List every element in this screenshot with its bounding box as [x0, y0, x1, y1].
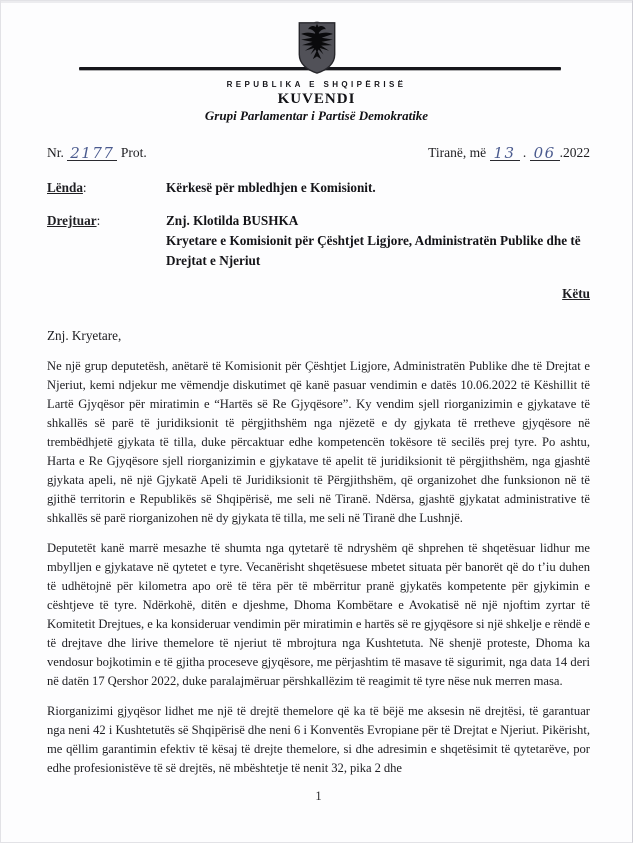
addressee-label: Drejtuar [47, 213, 97, 228]
place-date-label: Tiranë, më [428, 145, 487, 160]
location-note-row [47, 286, 590, 302]
date-year: .2022 [559, 145, 590, 160]
letterhead [1, 1, 632, 134]
protocol-number-handwritten: 2177 [70, 144, 115, 162]
subject-colon: : [82, 180, 87, 195]
date-month-handwritten: 06 [533, 144, 556, 162]
date-month-slot [530, 145, 560, 161]
protocol-number-suffix: Prot. [120, 145, 147, 160]
albania-coat-of-arms-icon [296, 20, 337, 80]
protocol-number [47, 145, 147, 161]
letter-body [47, 357, 590, 778]
page-number: 1 [315, 789, 322, 803]
body-paragraph: Ne një grup deputetësh, anëtarë të Komisionit për Çështjet Ligjore, Administratën Publike dhe të Drejtat e Njeriut, kemi ndjekur me vëmendje diskutimet që kanë pasuar vendimin e datës 10.06.2022 të Këshillit të Lartë Gjyqësor për miratimin e “Hartës së Re Gjyqësore”. Ky vendim sjell riorganizimin e gjykatave të shkallës së parë të juridiksionit të përgjithshëm nga njëzetë e dy gjykata të rretheve gjyqësore në trembëdhjetë gjykata të tilla, duke përcaktuar edhe kompetencën tokësore të secilës prej tyre. Po ashtu, Harta e Re Gjyqësore sjell riorganizimin e gjykatave të apelit të juridiksionit të përgjithshëm, nga gjashtë gjykata apeli, në një Gjykatë Apeli të Juridiksionit të Përgjithshëm, që organizohet dhe funksionon në të gjithë territorin e Republikës së Shqipërisë, me seli në Tiranë. Ndërsa, gjashtë gjykatat administrative të shkallës së parë riorganizohen në dy gjykata të tilla, me seli në Tiranë dhe Lushnjë. [47, 359, 590, 525]
letter-content [1, 145, 632, 804]
addressee-block [166, 211, 590, 271]
subject-label: Lënda [47, 180, 83, 195]
parliamentary-group-title: Grupi Parlamentar i Partisë Demokratike [204, 108, 429, 123]
subject-row [47, 178, 590, 198]
date-day-handwritten: 13 [493, 144, 516, 162]
institution-title: KUVENDI [277, 91, 356, 107]
body-paragraph: Deputetët kanë marrë mesazhe të shumta nga qytetarë të ndryshëm që shprehen të shqetësuar lidhur me mbylljen e gjykatave në qytetet e tyre. Vecanërisht shqetësuese mbetet situata për banorët që do t’iu duhen të udhëtojnë për kilometra apo orë të tëra për të mbërritur pranë gjykatës kompetente për gjykimin e cështjeve të tyre. Ndërkohë, ditën e djeshme, Dhoma Kombëtare e Avokatisë në një njoftim zyrtar të Komitetit Drejtues, e ka konsideruar vendimin për miratimin e hartës së re gjyqësore si një shkelje e rëndë e të drejtave dhe lirive themelore të njeriut të mbrojtura nga Kushtetuta. Në shenjë proteste, Dhoma ka vendosur bojkotimin e të gjitha proceseve gjyqësore, me përjashtim të masave të sigurimit, nga data 14 deri në datën 17 Qershor 2022, duke paralajmëruar përshkallëzim të reagimit të tyre nëse nuk merren masa. [47, 541, 590, 688]
subject-label-col [47, 178, 166, 198]
addressee-name: Znj. Klotilda BUSHKA [166, 213, 299, 228]
republic-title: REPUBLIKA E SHQIPËRISË [226, 80, 407, 89]
place-date [428, 145, 590, 161]
addressee-title: Kryetare e Komisionit për Çështjet Ligjore, Administratën Publike dhe të Drejtat e Njeriut [166, 233, 581, 268]
salutation: Znj. Kryetare, [47, 328, 122, 343]
protocol-number-label: Nr. [47, 145, 64, 160]
protocol-number-slot [67, 145, 117, 161]
addressee-row [47, 211, 590, 271]
body-paragraph: Riorganizimi gjyqësor lidhet me një të drejtë themelore që ka të bëjë me aksesin në drejtësi, të garantuar nga neni 42 i Kushtetutës së Shqipërisë dhe neni 6 i Konventës Evropiane për të Drejtat e Njeriut. Pikërisht, me qëllim garantimin efektiv të kësaj të drejte themelore, si dhe adresimin e shqetësimit të qytetarëve, por edhe profesionistëve të së drejtës, në mbështetje të nenit 32, pika 2 dhe [47, 704, 590, 775]
subject-value: Kërkesë për mbledhjen e Komisionit. [166, 180, 376, 195]
date-day-slot [490, 145, 520, 161]
protocol-date-row [47, 145, 590, 161]
addressee-colon: : [96, 213, 101, 228]
location-note: Këtu [562, 286, 590, 301]
date-separator: . [522, 145, 527, 160]
addressee-label-col [47, 211, 166, 271]
